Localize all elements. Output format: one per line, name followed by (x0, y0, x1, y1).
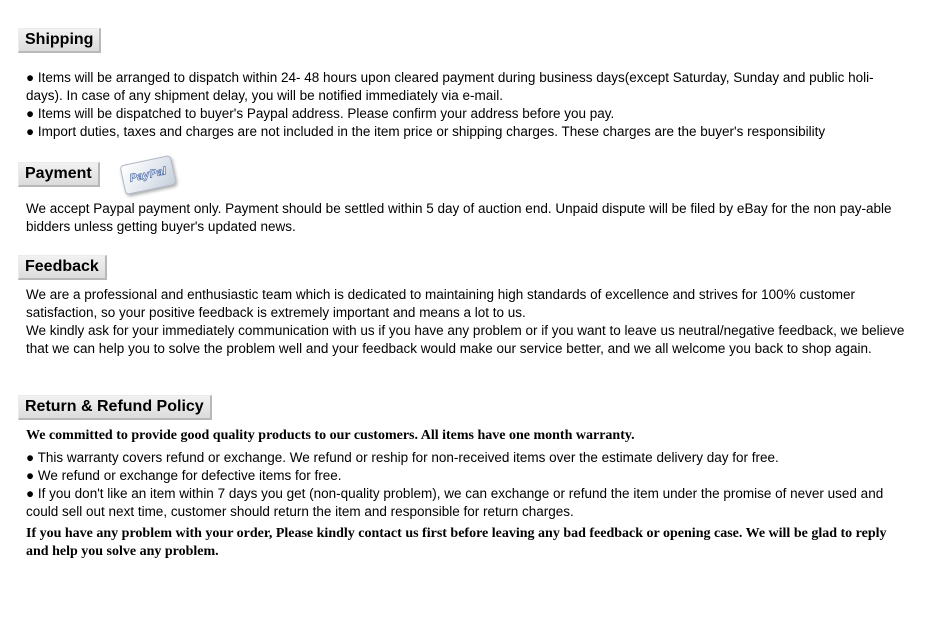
feedback-paragraph: We are a professional and enthusiastic team which is dedicated to maintaining high standards of excellence and strives for 100% customer satisfaction, so your positive feedback is extremely important and means a lot to us. (26, 287, 855, 320)
returns-bullet: ● This warranty covers refund or exchange. We refund or reship for non-received items over the estimate delivery day for free. (26, 450, 779, 465)
paypal-emphasis: Paypal (93, 201, 135, 216)
shipping-bullet: ● Items will be dispatched to buyer's Paypal address. Please confirm your address before you pay. (26, 106, 615, 121)
returns-bullet: ● If you don't like an item within 7 days you get (non-quality problem), we can exchange or refund the item under the promise of never used and could sell out next time, customer should return the item and responsible for return charges. (26, 486, 884, 519)
returns-text (26, 427, 910, 561)
shipping-heading: Shipping (18, 28, 101, 53)
returns-closing: If you have any problem with your order, Please kindly contact us first before leaving any bad feedback or opening case. We will be glad to reply and help you solve any problem. (26, 526, 887, 559)
feedback-text (26, 286, 910, 358)
returns-intro: We committed to provide good quality products to our customers. All items have one month warranty. (26, 428, 635, 443)
payment-paragraph: We accept Paypal payment only. Payment should be settled within 5 day of auction end. Unpaid dispute will be filed by eBay for the non pay-able bidders unless getting buyer's updated news. (26, 201, 892, 234)
shipping-text (26, 69, 910, 141)
shipping-bullet: ● Items will be arranged to dispatch within 24- 48 hours upon cleared payment during business days(except Saturday, Sunday and public holi-days). In case of any shipment delay, you will be notified immediately via e-mail. (26, 70, 874, 103)
feedback-paragraph: We kindly ask for your immediately communication with us if you have any problem or if you want to leave us neutral/negative feedback, we believe that we can help you to solve the problem well and your feedback would make our service better, and we all welcome you back to shop again. (26, 323, 905, 356)
returns-bullet: ● We refund or exchange for defective items for free. (26, 468, 342, 483)
paypal-logo: PayPal (119, 155, 176, 195)
payment-heading: Payment (18, 162, 100, 187)
feedback-heading: Feedback (18, 255, 107, 280)
shipping-bullet: ● Import duties, taxes and charges are not included in the item price or shipping charges. These charges are the buyer's responsibility (26, 124, 826, 139)
returns-heading: Return & Refund Policy (18, 395, 212, 420)
payment-text (26, 200, 910, 236)
